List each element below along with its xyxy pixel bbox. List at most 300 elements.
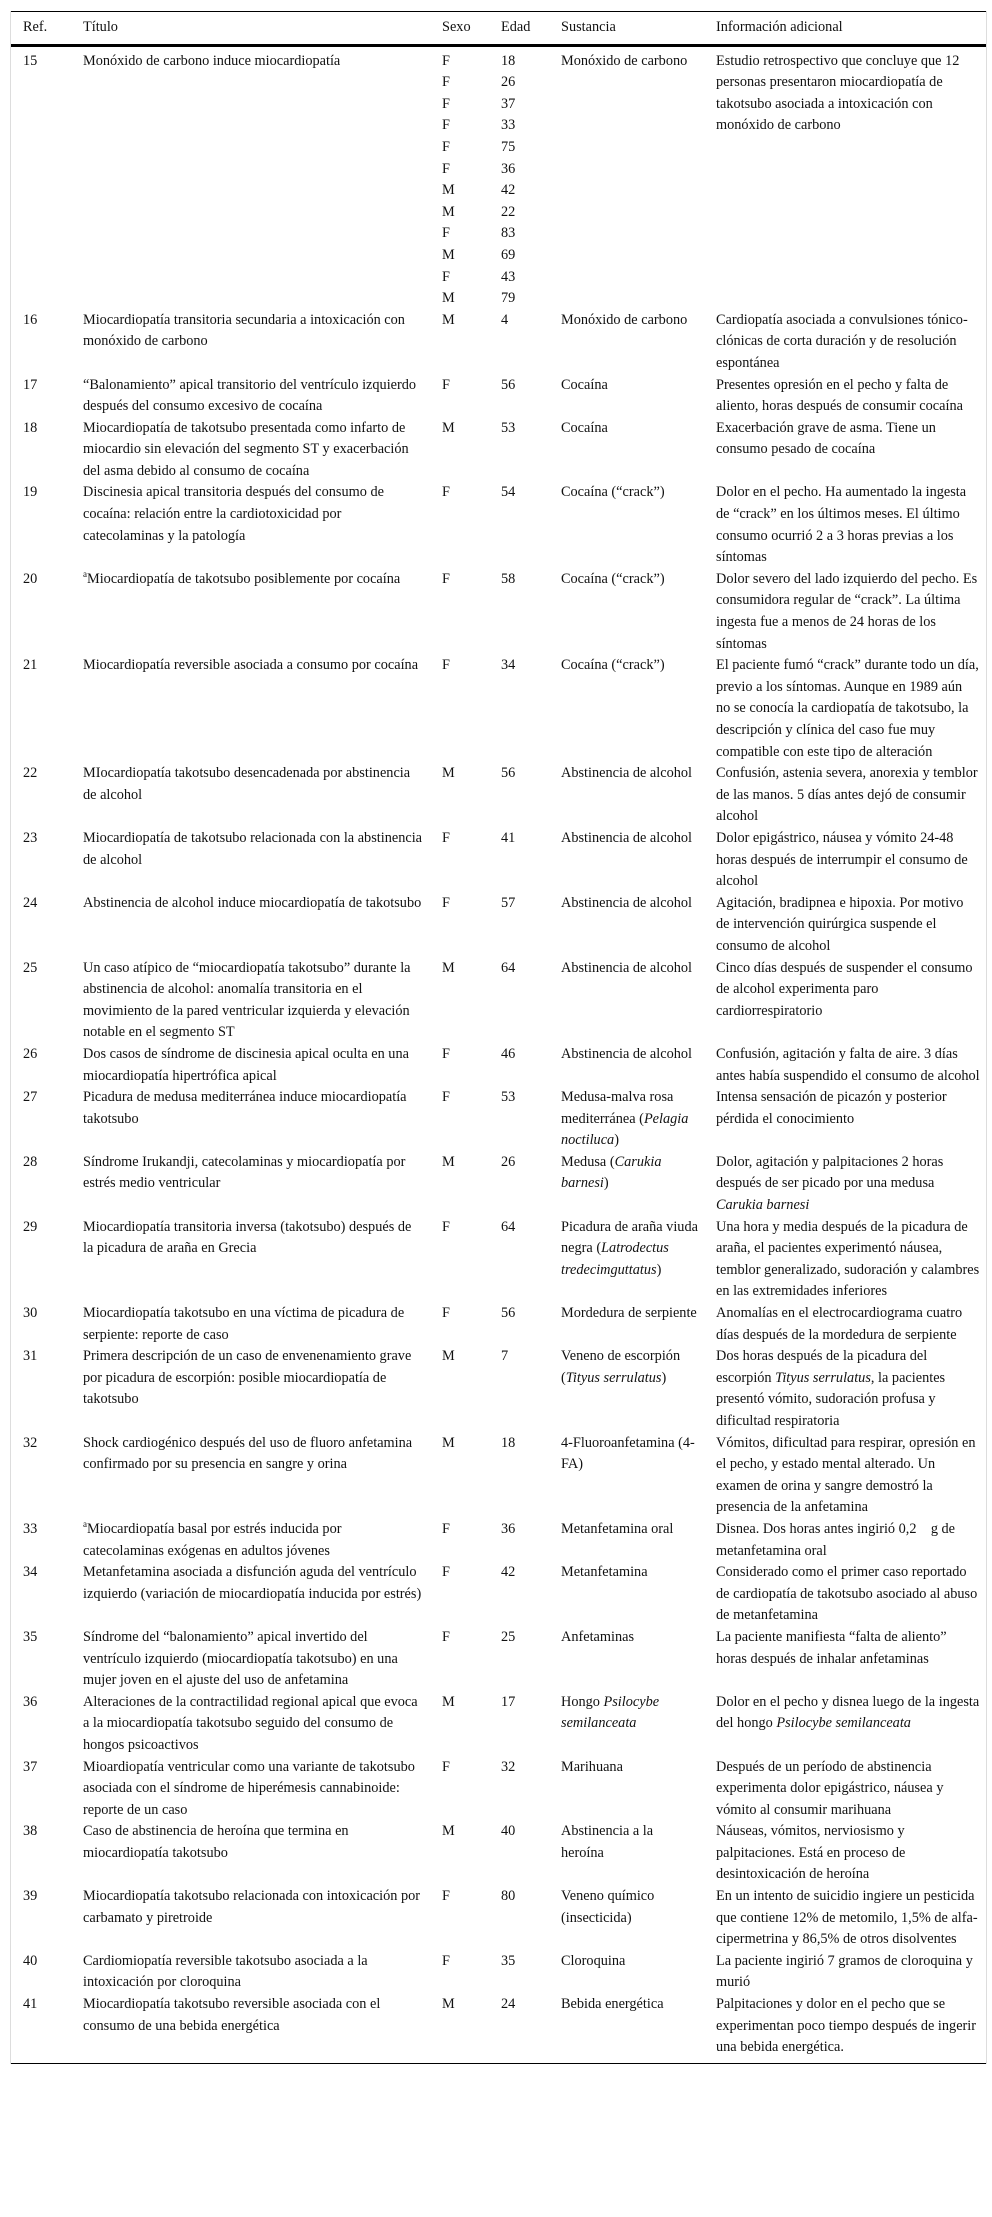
cell-sex [430, 1303, 489, 1346]
cell-age [489, 1346, 549, 1432]
cell-substance [549, 375, 704, 418]
cell-substance [549, 1757, 704, 1822]
text: Miocardiopatía basal por estrés inducida por catecolaminas exógenas en adultos jóvenes [83, 1520, 342, 1559]
sex-value: M [442, 1996, 455, 2013]
text: Primera descripción de un caso de envenenamiento grave por picadura de escorpión: posible miocardiopatía de takotsubo [83, 1348, 412, 1408]
cell-title [71, 1562, 430, 1627]
text: Cocaína (“crack”) [561, 484, 665, 501]
table-row [11, 45, 986, 310]
table-row [11, 1951, 986, 1994]
cell-sex [430, 1087, 489, 1152]
cell-ref: 22 [23, 765, 38, 782]
cell-info [704, 763, 986, 828]
cell-substance [549, 1519, 704, 1562]
text: Presentes opresión en el pecho y falta de aliento, horas después de consumir cocaína [716, 376, 963, 415]
cell-title [71, 569, 430, 655]
cell-sex [430, 45, 489, 310]
table-row [11, 1821, 986, 1886]
text: Palpitaciones y dolor en el pecho que se experimentan poco tiempo después de ingerir una bebida energética. [716, 1996, 977, 2056]
age-value: 53 [501, 419, 516, 436]
cell-info [704, 1152, 986, 1217]
sex-value: F [442, 1952, 450, 1969]
cell-info [704, 310, 986, 375]
cell-age [489, 1757, 549, 1822]
cell-substance [549, 1217, 704, 1303]
cell-title [71, 1692, 430, 1757]
sex-value: F [442, 1305, 450, 1322]
text: Cocaína [561, 376, 608, 393]
text: Medusa ( [561, 1153, 615, 1170]
cell-info [704, 1692, 986, 1757]
cell-info [704, 1886, 986, 1951]
text: Metanfetamina oral [561, 1520, 674, 1537]
table-row [11, 1303, 986, 1346]
cell-substance [549, 958, 704, 1044]
age-value: 42 [501, 1564, 516, 1581]
text: Abstinencia de alcohol induce miocardiopatía de takotsubo [83, 894, 422, 911]
cell-info [704, 1217, 986, 1303]
text: Cinco días después de suspender el consumo de alcohol experimenta paro cardiorrespiratorio [716, 959, 973, 1019]
cell-ref: 28 [23, 1153, 38, 1170]
header-sex: Sexo [442, 19, 471, 35]
text: MIocardiopatía takotsubo desencadenada por abstinencia de alcohol [83, 765, 411, 803]
sex-value: M [442, 419, 455, 436]
cell-sex [430, 958, 489, 1044]
cell-age [489, 893, 549, 958]
table-row [11, 655, 986, 763]
text: ) [656, 1261, 662, 1278]
text: Un caso atípico de “miocardiopatía takotsubo” durante la abstinencia de alcohol: anomalía transitoria en el movimiento de la pared ventricular izquierda y elevación notable en el segmento ST [83, 959, 411, 1041]
table-row [11, 310, 986, 375]
text: Discinesia apical transitoria después del consumo de cocaína: relación entre la cardiotoxicidad por catecolaminas y la patología [83, 484, 384, 544]
cell-title [71, 418, 430, 483]
cell-ref: 24 [23, 894, 38, 911]
age-value: 32 [501, 1758, 516, 1775]
cell-info [704, 1994, 986, 2063]
cell-info [704, 958, 986, 1044]
cell-title [71, 1152, 430, 1217]
text: Cardiomiopatía reversible takotsubo asociada a la intoxicación por cloroquina [83, 1952, 368, 1991]
sex-value: F [442, 268, 450, 285]
text: Dolor epigástrico, náusea y vómito 24-48 horas después de interrumpir el consumo de alcohol [716, 829, 968, 890]
text: Caso de abstinencia de heroína que termina en miocardiopatía takotsubo [83, 1823, 349, 1861]
text: Abstinencia a la heroína [561, 1823, 654, 1861]
table-row [11, 1692, 986, 1757]
text: Una hora y media después de la picadura de araña, el pacientes experimentó náusea, temblor generalizado, sudoración y calambres en las extremidades inferiores [716, 1218, 980, 1300]
cell-title [71, 1886, 430, 1951]
cell-sex [430, 763, 489, 828]
table-row [11, 763, 986, 828]
age-value: 69 [501, 246, 516, 263]
text: Cardiopatía asociada a convulsiones tónico-clónicas de corta duración y de resolución espontánea [716, 311, 968, 371]
cell-ref: 19 [23, 484, 38, 501]
cell-substance [549, 828, 704, 893]
table-header [11, 12, 986, 46]
cell-title [71, 1044, 430, 1087]
text: Vómitos, dificultad para respirar, opresión en el pecho, y estado mental alterado. Un examen de orina y sangre demostró la presencia de la anfetamina [716, 1434, 976, 1516]
cell-age [489, 1994, 549, 2063]
age-value: 36 [501, 1520, 516, 1537]
cell-sex [430, 1821, 489, 1886]
cell-age [489, 1433, 549, 1519]
text: Abstinencia de alcohol [561, 894, 693, 911]
age-value: 56 [501, 765, 516, 782]
sex-value: F [442, 1628, 450, 1645]
header-info: Información adicional [716, 19, 843, 35]
cell-title [71, 1951, 430, 1994]
cell-ref: 30 [23, 1305, 38, 1322]
cell-age [489, 1152, 549, 1217]
text: Metanfetamina [561, 1564, 648, 1581]
age-value: 75 [501, 138, 516, 155]
table-row [11, 1627, 986, 1692]
age-value: 7 [501, 1348, 509, 1365]
text: Veneno de escorpión ( [561, 1348, 681, 1386]
cell-sex [430, 569, 489, 655]
text: Abstinencia de alcohol [561, 829, 693, 846]
italic-species-name: Psilocybe semilanceata [561, 1693, 660, 1732]
text: Veneno químico (insecticida) [561, 1888, 655, 1926]
header-substance: Sustancia [561, 19, 616, 35]
cell-substance [549, 1627, 704, 1692]
footnote-marker: a [83, 568, 87, 579]
cell-sex [430, 1994, 489, 2063]
sex-value: F [442, 117, 450, 134]
cell-title [71, 1217, 430, 1303]
sex-value: M [442, 182, 455, 199]
table-row [11, 569, 986, 655]
cell-age [489, 1519, 549, 1562]
age-value: 54 [501, 484, 516, 501]
text: ) [614, 1132, 619, 1149]
sex-value: F [442, 225, 450, 242]
cell-substance [549, 1433, 704, 1519]
cell-info [704, 375, 986, 418]
cell-age [489, 1692, 549, 1757]
cell-ref: 26 [23, 1045, 38, 1062]
table-row [11, 1757, 986, 1822]
cell-ref: 17 [23, 376, 38, 393]
age-value: 42 [501, 182, 516, 199]
text: La paciente manifiesta “falta de aliento” horas después de inhalar anfetaminas [716, 1628, 947, 1667]
italic-species-name: Latrodectus tredecimguttatus [561, 1240, 669, 1278]
sex-value: M [442, 1348, 455, 1365]
sex-value: F [442, 657, 450, 674]
cell-info [704, 482, 986, 568]
cell-age [489, 1627, 549, 1692]
sex-value: F [442, 1045, 450, 1062]
cell-age [489, 482, 549, 568]
age-value: 36 [501, 160, 516, 177]
text: Cocaína (“crack”) [561, 657, 665, 674]
cell-substance [549, 655, 704, 763]
header-row [11, 12, 986, 46]
cell-title [71, 655, 430, 763]
sex-value: F [442, 570, 450, 587]
text: En un intento de suicidio ingiere un pesticida que contiene 12% de metomilo, 1,5% de alfa-cipermetrina y 86,5% de otros disolventes [716, 1888, 978, 1948]
text: Dolor, agitación y palpitaciones 2 horas después de ser picado por una medusa [716, 1153, 944, 1192]
text: Monóxido de carbono induce miocardiopatía [83, 52, 341, 69]
table-row [11, 482, 986, 568]
text: 4-Fluoroanfetamina (4-FA) [561, 1434, 695, 1473]
cell-substance [549, 1994, 704, 2063]
footnote-marker: a [83, 1518, 87, 1529]
cell-age [489, 569, 549, 655]
sex-value: F [442, 74, 450, 91]
cell-ref: 35 [23, 1628, 38, 1645]
text: Considerado como el primer caso reportado de cardiopatía de takotsubo asociado al abuso de metanfetamina [716, 1564, 978, 1624]
table-row [11, 1886, 986, 1951]
cell-ref: 16 [23, 311, 38, 328]
sex-value: F [442, 829, 450, 846]
text: Disnea. Dos horas antes ingirió 0,2 g de metanfetamina oral [716, 1520, 956, 1559]
cell-title [71, 482, 430, 568]
sex-value: F [442, 95, 450, 112]
cell-info [704, 1562, 986, 1627]
age-value: 17 [501, 1693, 516, 1710]
cell-sex [430, 310, 489, 375]
cell-sex [430, 828, 489, 893]
cell-sex [430, 1433, 489, 1519]
cell-info [704, 1087, 986, 1152]
table-row [11, 375, 986, 418]
cell-title [71, 958, 430, 1044]
cell-title [71, 1757, 430, 1822]
cell-ref: 32 [23, 1434, 38, 1451]
cell-ref: 34 [23, 1564, 38, 1581]
cell-ref: 40 [23, 1952, 38, 1969]
text: Abstinencia de alcohol [561, 765, 693, 782]
cell-title [71, 1519, 430, 1562]
age-value: 56 [501, 376, 516, 393]
cell-title [71, 1087, 430, 1152]
cell-sex [430, 1757, 489, 1822]
cell-substance [549, 45, 704, 310]
table-row [11, 1562, 986, 1627]
cell-substance [549, 1886, 704, 1951]
text: Anomalías en el electrocardiograma cuatro días después de la mordedura de serpiente [716, 1305, 963, 1343]
age-value: 18 [501, 1434, 516, 1451]
header-age: Edad [501, 19, 531, 35]
cell-age [489, 375, 549, 418]
text: Después de un período de abstinencia experimenta dolor epigástrico, náusea y vómito al consumir marihuana [716, 1758, 944, 1818]
table-row [11, 1346, 986, 1432]
cell-substance [549, 418, 704, 483]
text: Agitación, bradipnea e hipoxia. Por motivo de intervención quirúrgica suspende el consumo de alcohol [716, 894, 964, 954]
cell-age [489, 655, 549, 763]
text: Síndrome del “balonamiento” apical invertido del ventrículo izquierdo (miocardiopatía takotsubo) en una mujer joven en el ajuste del uso de anfetamina [83, 1628, 398, 1689]
age-value: 80 [501, 1888, 516, 1905]
cell-title [71, 1433, 430, 1519]
age-value: 58 [501, 570, 516, 587]
age-value: 56 [501, 1305, 516, 1322]
table-row [11, 1044, 986, 1087]
cell-age [489, 1886, 549, 1951]
age-value: 37 [501, 95, 516, 112]
text: El paciente fumó “crack” durante todo un día, previo a los síntomas. Aunque en 1989 aún no se conocía la cardiopatía de takotsubo, la descripción y clínica del caso fue muy compatible con este tipo de alteración [716, 657, 979, 760]
cell-info [704, 1519, 986, 1562]
cell-info [704, 1757, 986, 1822]
age-value: 24 [501, 1996, 516, 2013]
italic-species-name: Psilocybe semilanceata [776, 1715, 911, 1732]
cell-age [489, 310, 549, 375]
case-table [11, 11, 986, 2064]
cell-sex [430, 1627, 489, 1692]
text: Shock cardiogénico después del uso de fluoro anfetamina confirmado por su presencia en sangre y orina [83, 1434, 413, 1473]
age-value: 25 [501, 1628, 516, 1645]
cell-ref: 39 [23, 1888, 38, 1905]
text: Dolor severo del lado izquierdo del pecho. Es consumidora regular de “crack”. La última ingesta fue a menos de 24 horas de los síntomas [716, 570, 978, 652]
table-row [11, 418, 986, 483]
cell-age [489, 418, 549, 483]
cell-info [704, 1303, 986, 1346]
cell-substance [549, 1821, 704, 1886]
cell-info [704, 893, 986, 958]
cell-title [71, 1821, 430, 1886]
age-value: 64 [501, 1218, 516, 1235]
text: ) [603, 1175, 609, 1192]
cell-sex [430, 482, 489, 568]
text: Anfetaminas [561, 1628, 635, 1645]
cell-title [71, 828, 430, 893]
text: Picadura de araña viuda negra ( [561, 1218, 698, 1257]
cell-substance [549, 482, 704, 568]
cell-sex [430, 1692, 489, 1757]
cell-title [71, 1994, 430, 2063]
sex-value: F [442, 1564, 450, 1581]
cell-age [489, 828, 549, 893]
text: Dolor en el pecho. Ha aumentado la ingesta de “crack” en los últimos meses. El último consumo ocurrió 2 a 3 horas previas a los síntomas [716, 484, 967, 566]
sex-value: F [442, 894, 450, 911]
sex-value: M [442, 1693, 455, 1710]
age-value: 34 [501, 657, 516, 674]
cell-ref: 31 [23, 1348, 38, 1365]
cell-info [704, 1346, 986, 1432]
cell-ref: 23 [23, 829, 38, 846]
cell-substance [549, 1152, 704, 1217]
text: Confusión, astenia severa, anorexia y temblor de las manos. 5 días antes dejó de consumir alcohol [716, 765, 978, 825]
text: Medusa-malva rosa mediterránea ( [561, 1089, 674, 1127]
text: Cocaína [561, 419, 608, 436]
text: Alteraciones de la contractilidad regional apical que evoca a la miocardiopatía takotsubo seguido del consumo de hongos psicoactivos [83, 1693, 418, 1753]
cell-sex [430, 1217, 489, 1303]
text: Miocardiopatía transitoria inversa (takotsubo) después de la picadura de araña en Grecia [83, 1218, 412, 1257]
age-value: 64 [501, 959, 516, 976]
sex-value: F [442, 484, 450, 501]
text: Intensa sensación de picazón y posterior pérdida el conocimiento [716, 1089, 947, 1127]
text: Bebida energética [561, 1996, 664, 2013]
text: Náuseas, vómitos, nerviosismo y palpitaciones. Está en proceso de desintoxicación de heroína [716, 1823, 906, 1883]
sex-value: M [442, 1434, 455, 1451]
cell-sex [430, 1519, 489, 1562]
cell-age [489, 45, 549, 310]
sex-value: M [442, 959, 455, 976]
text: , la pacientes presentó vómito, sudoración profusa y dificultad respiratoria [716, 1369, 946, 1429]
cell-age [489, 1044, 549, 1087]
table-row [11, 1152, 986, 1217]
sex-value: F [442, 160, 450, 177]
text: Cocaína (“crack”) [561, 570, 665, 587]
cell-sex [430, 1346, 489, 1432]
cell-ref: 20 [23, 570, 38, 587]
text: Miocardiopatía transitoria secundaria a intoxicación con monóxido de carbono [83, 311, 405, 350]
age-value: 40 [501, 1823, 516, 1840]
cell-ref: 27 [23, 1089, 38, 1106]
cell-ref: 25 [23, 959, 38, 976]
cell-ref: 38 [23, 1823, 38, 1840]
sex-value: M [442, 311, 455, 328]
cell-sex [430, 375, 489, 418]
cell-sex [430, 893, 489, 958]
table-body [11, 45, 986, 2063]
cell-ref: 18 [23, 419, 38, 436]
sex-value: F [442, 1758, 450, 1775]
sex-value: F [442, 1520, 450, 1537]
text: Monóxido de carbono [561, 52, 688, 69]
header-ref: Ref. [23, 19, 48, 35]
text: Miocardiopatía takotsubo reversible asociada con el consumo de una bebida energética [83, 1996, 381, 2034]
text: Dos horas después de la picadura del escorpión [716, 1348, 928, 1386]
table-row [11, 1519, 986, 1562]
cell-sex [430, 1562, 489, 1627]
text: Miocardiopatía de takotsubo relacionada con la abstinencia de alcohol [83, 829, 423, 868]
sex-value: M [442, 246, 455, 263]
text: Dolor en el pecho y disnea luego de la ingesta del hongo [716, 1693, 980, 1732]
cell-age [489, 1562, 549, 1627]
cell-age [489, 1821, 549, 1886]
age-value: 41 [501, 829, 516, 846]
cell-substance [549, 1692, 704, 1757]
text: Abstinencia de alcohol [561, 1045, 693, 1062]
text: ) [661, 1369, 667, 1386]
text: Dos casos de síndrome de discinesia apical oculta en una miocardiopatía hipertrófica apical [83, 1045, 409, 1084]
age-value: 22 [501, 203, 516, 220]
cell-sex [430, 1044, 489, 1087]
cell-substance [549, 763, 704, 828]
cell-title [71, 45, 430, 310]
cell-substance [549, 1303, 704, 1346]
sex-value: F [442, 1089, 450, 1106]
cell-age [489, 1951, 549, 1994]
cell-substance [549, 893, 704, 958]
text: “Balonamiento” apical transitorio del ventrículo izquierdo después del consumo excesivo de cocaína [83, 376, 417, 415]
age-value: 43 [501, 268, 516, 285]
italic-species-name: Tityus serrulatus [775, 1369, 871, 1386]
age-value: 26 [501, 74, 516, 91]
italic-species-name: Pelagia noctiluca [561, 1110, 689, 1149]
text: Estudio retrospectivo que concluye que 12 personas presentaron miocardiopatía de takotsubo asociada a intoxicación con monóxido de carbono [716, 52, 960, 134]
age-value: 33 [501, 117, 516, 134]
cell-info [704, 1951, 986, 1994]
age-value: 46 [501, 1045, 516, 1062]
sex-value: F [442, 376, 450, 393]
cell-info [704, 1627, 986, 1692]
sex-value: M [442, 290, 455, 307]
sex-value: M [442, 765, 455, 782]
cell-info [704, 655, 986, 763]
cell-age [489, 1087, 549, 1152]
sex-value: M [442, 1823, 455, 1840]
text: Mordedura de serpiente [561, 1305, 697, 1322]
age-value: 26 [501, 1153, 516, 1170]
cell-title [71, 310, 430, 375]
cell-info [704, 1044, 986, 1087]
italic-species-name: Tityus serrulatus [565, 1369, 662, 1386]
text: Confusión, agitación y falta de aire. 3 días antes había suspendido el consumo de alcohol [716, 1045, 980, 1084]
age-value: 35 [501, 1952, 516, 1969]
table-row [11, 1433, 986, 1519]
text: Monóxido de carbono [561, 311, 688, 328]
